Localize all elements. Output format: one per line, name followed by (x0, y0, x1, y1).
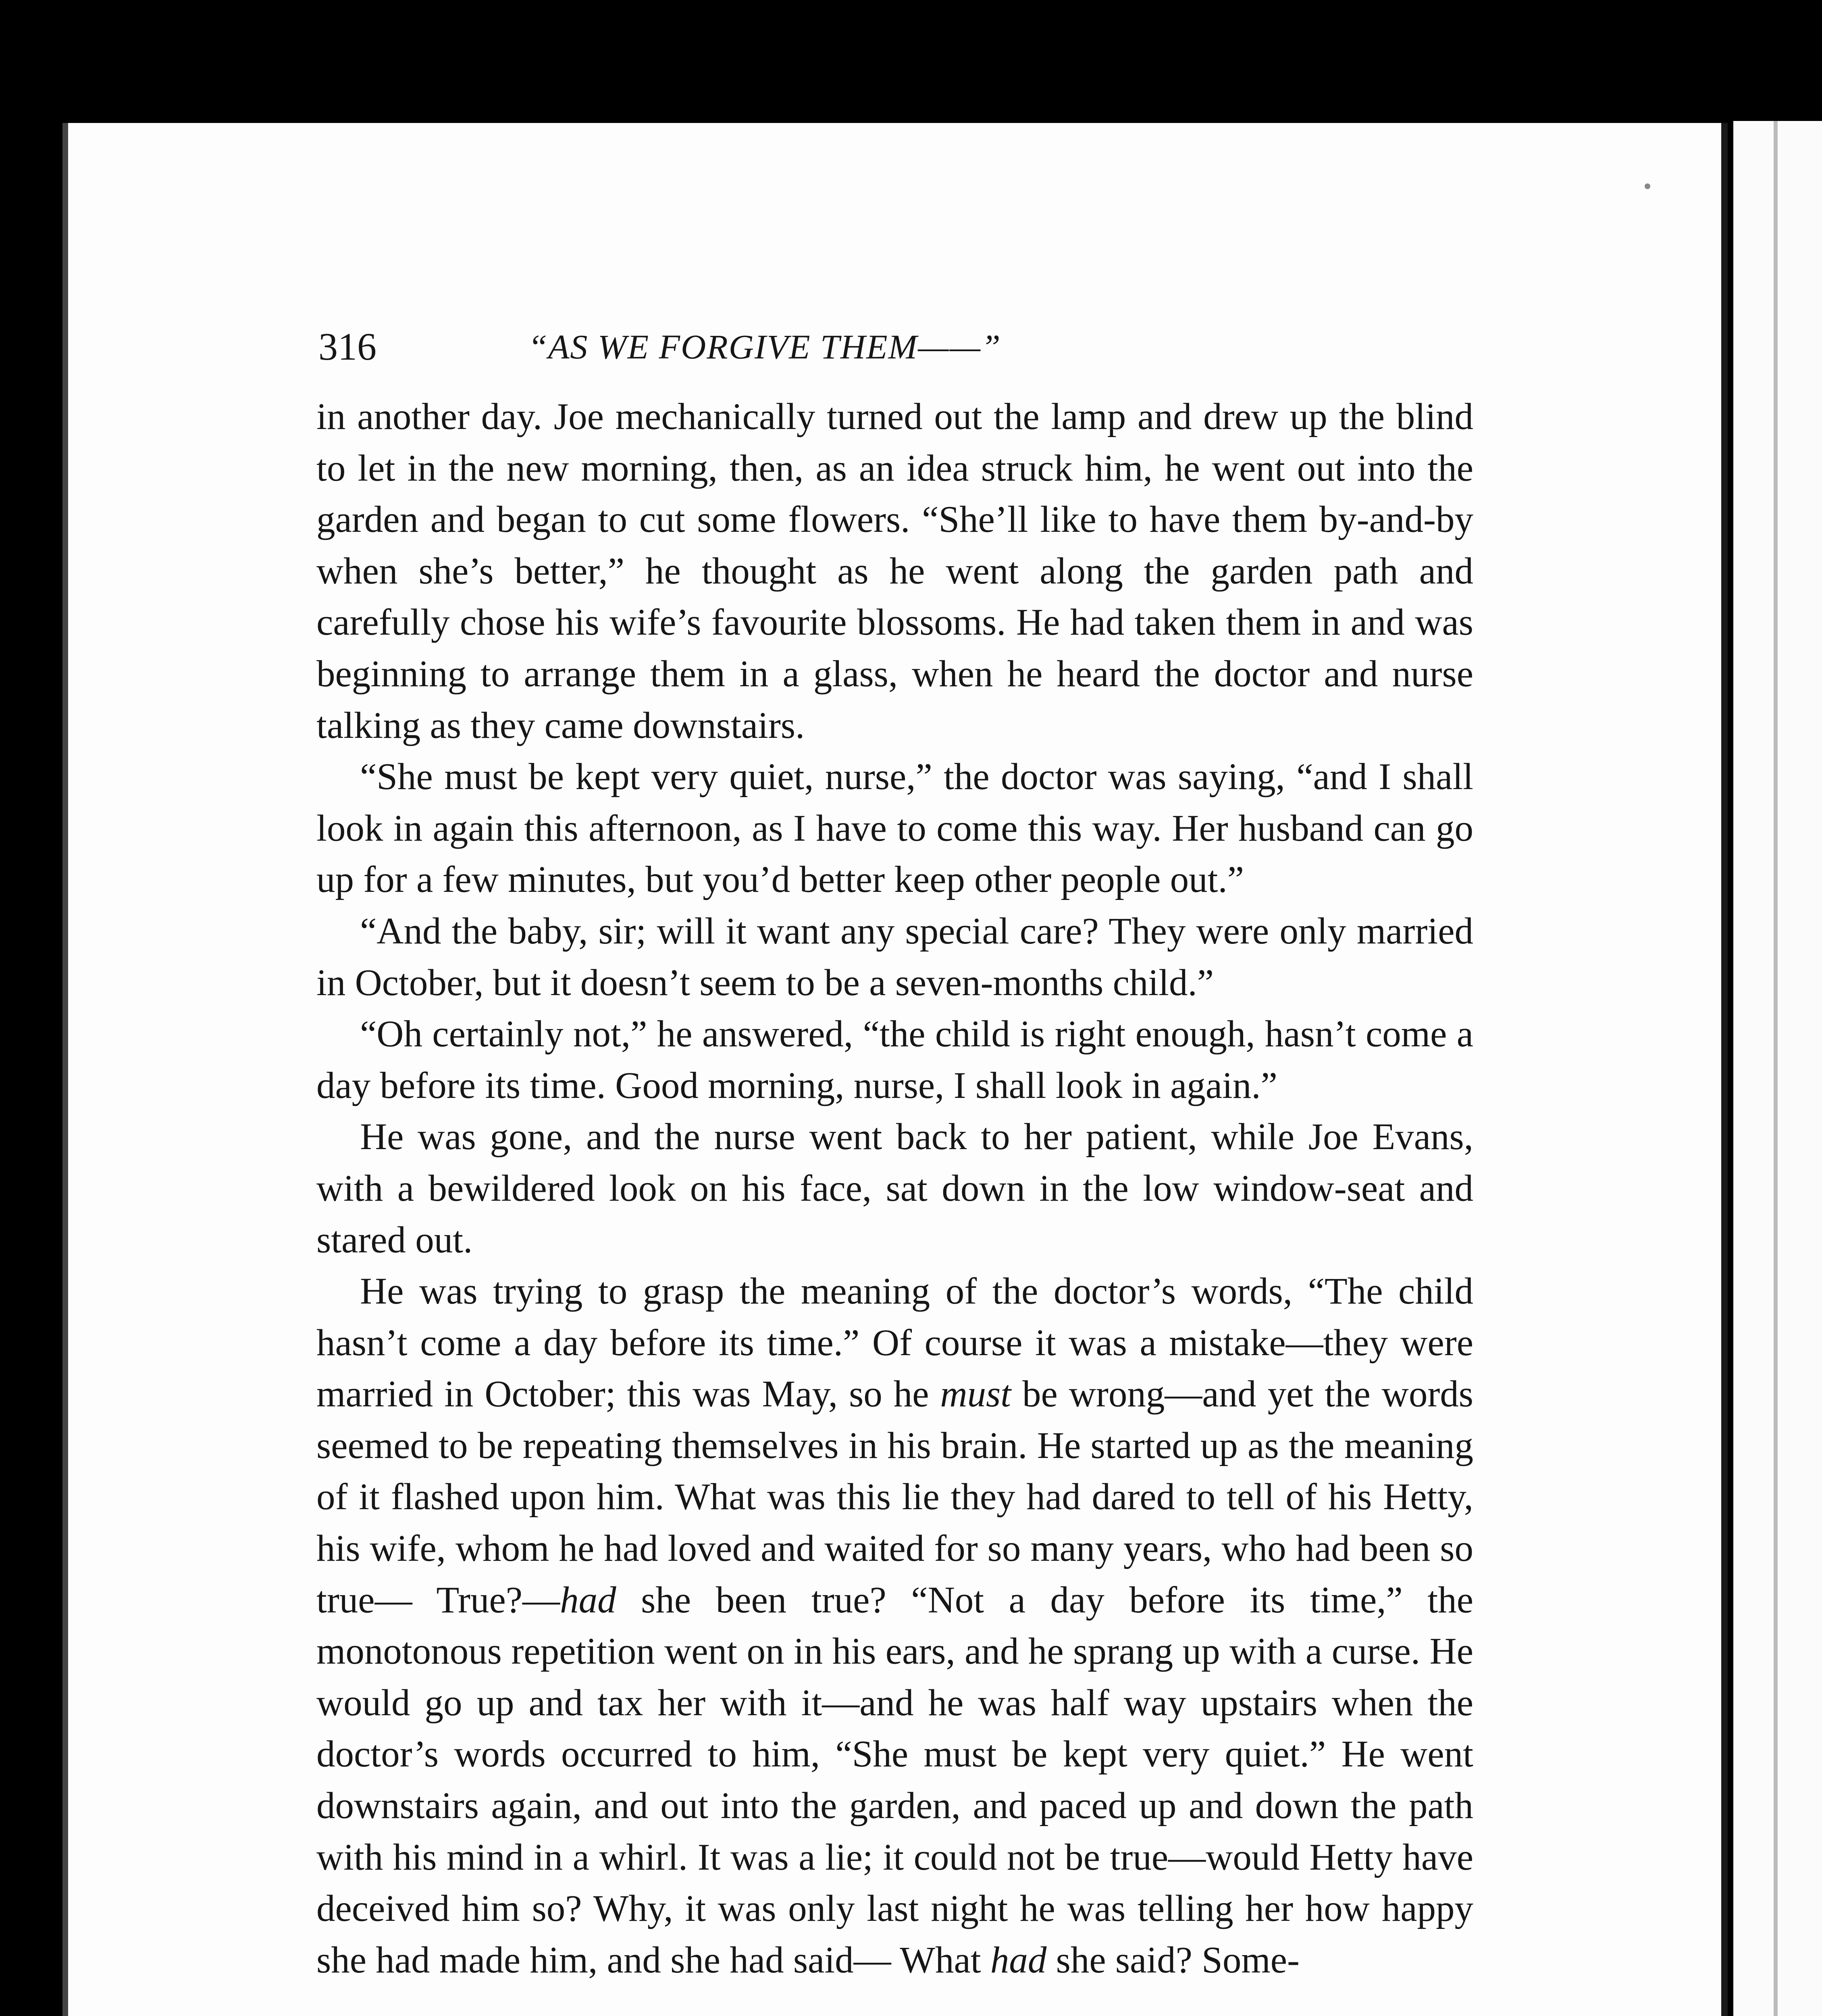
page-edge (1721, 123, 1728, 2016)
paragraph-text: she been true? “Not a day before its time,” the monotonous repetition went on in his ears, and he sprang up with a curse. He would go up and tax her with it—and he was half way upstairs when the doctor’s words occurred to him, “She must be kept very quiet.” He went downstairs again, and out into the garden, and paced up and down the path with his mind in a whirl. It was a lie; it could not be true—would Hetty have deceived him so? Why, it was only last night he was telling her how happy she had made him, and she had said— What (316, 1579, 1473, 1981)
paragraph-4 (316, 1008, 1473, 1111)
paragraph-text: He was gone, and the nurse went back to her patient, while Joe Evans, with a bewildered look on his face, sat down in the low window-seat and stared out. (316, 1116, 1473, 1261)
paragraph-2 (316, 751, 1473, 906)
italic-emphasis: had (560, 1579, 616, 1621)
adjacent-page-rule (1774, 121, 1778, 2016)
paragraph-text: “And the baby, sir; will it want any special care? They were only married in October, but it doesn’t seem to be a seven-months child.” (316, 910, 1473, 1004)
paragraph-text: in another day. Joe mechanically turned out the lamp and drew up the blind to let in the new morning, then, as an idea struck him, he went out into the garden and began to cut some flowers. “She’ll like to have them by-and-by when she’s better,” he thought as he went along the garden path and carefully chose his wife’s favourite blossoms. He had taken them in and was beginning to arrange them in a glass, when he heard the doctor and nurse talking as they came downstairs. (316, 396, 1473, 746)
paragraph-text: “She must be kept very quiet, nurse,” the doctor was saying, “and I shall look in again this afternoon, as I have to come this way. Her husband can go up for a few minutes, but you’d better keep other people out.” (316, 756, 1473, 901)
running-title: “AS WE FORGIVE THEM——” (528, 327, 1001, 366)
body-text (316, 391, 1473, 1986)
paragraph-text: He was trying to grasp the meaning of the doctor’s words, “The child hasn’t come a day before its time.” Of course it was a mistake—they were married in October; this was May, so he (316, 1270, 1473, 1415)
adjacent-page (1733, 121, 1822, 2016)
page-number: 316 (318, 325, 376, 368)
paragraph-text: “Oh certainly not,” he answered, “the child is right enough, hasn’t come a day before its time. Good morning, nurse, I shall look in again.” (316, 1013, 1473, 1106)
italic-emphasis: had (990, 1939, 1047, 1981)
paragraph-text: she said? Some- (1046, 1939, 1300, 1981)
paragraph-3 (316, 906, 1473, 1008)
italic-emphasis: must (940, 1373, 1011, 1415)
paragraph-text: be wrong—and yet the words seemed to be repeating themselves in his brain. He started up as the meaning of it flashed upon him. What was this lie they had dared to tell of his Hetty, his wife, whom he had loved and waited for so many years, who had been so true— True?— (316, 1373, 1473, 1621)
page-header (318, 325, 1479, 369)
page-speck (1645, 183, 1650, 189)
paragraph-6 (316, 1266, 1473, 1986)
paragraph-5 (316, 1111, 1473, 1266)
paragraph-1 (316, 391, 1473, 751)
